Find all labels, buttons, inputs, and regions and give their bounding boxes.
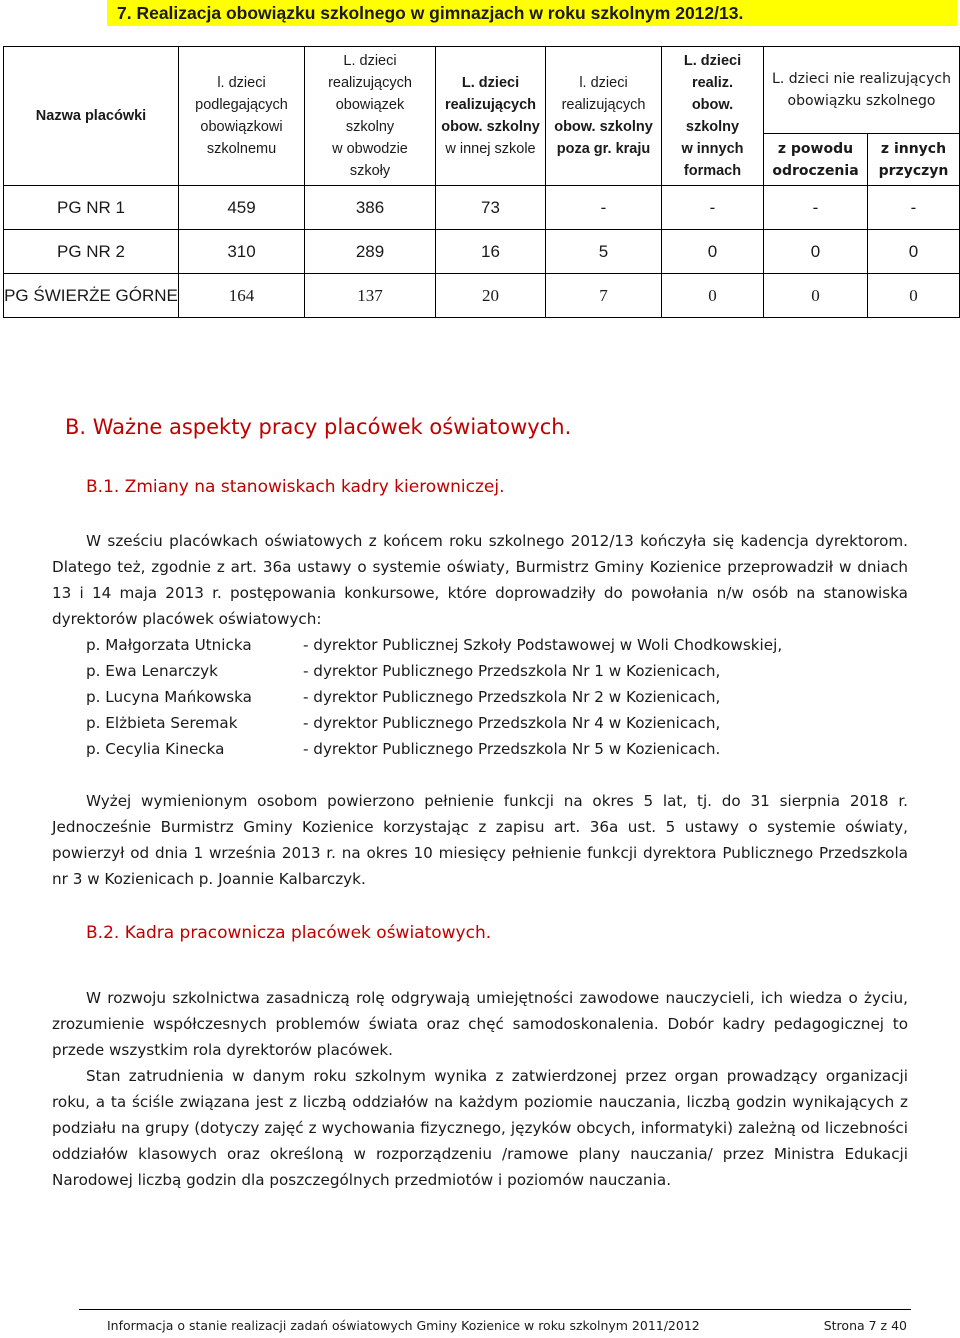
header-placowka: Nazwa placówki bbox=[4, 47, 179, 186]
table-cell: 0 bbox=[868, 274, 960, 318]
header-odroczenie: z powodu odroczenia bbox=[764, 134, 868, 186]
table-cell: - bbox=[764, 186, 868, 230]
table-cell: 0 bbox=[662, 274, 764, 318]
director-role: - dyrektor Publicznego Przedszkola Nr 5 w Kozienicach. bbox=[303, 740, 721, 758]
table-row bbox=[4, 186, 960, 230]
section-b-heading: B. Ważne aspekty pracy placówek oświatowych. bbox=[65, 415, 572, 439]
paragraph-appointment: Wyżej wymienionym osobom powierzono pełnienie funkcji na okres 5 lat, tj. do 31 sierpnia 2018 r. Jednocześnie Burmistrz Gminy Kozienice korzystając z zapisu art. 36a ust. 5 ustawy o systemie oświaty, powierzył od dnia 1 września 2013 r. na okres 10 miesięcy pełnienie funkcji dyrektora Publicznego Przedszkola nr 3 w Kozienicach p. Joannie Kalbarczyk. bbox=[52, 792, 908, 888]
list-item bbox=[86, 684, 946, 710]
table-row bbox=[4, 230, 960, 274]
director-name: p. Cecylia Kinecka bbox=[86, 740, 225, 758]
table-cell: 5 bbox=[546, 230, 662, 274]
table-cell: 289 bbox=[305, 230, 436, 274]
director-role: - dyrektor Publicznego Przedszkola Nr 4 w Kozienicach, bbox=[303, 714, 721, 732]
director-name: p. Małgorzata Utnicka bbox=[86, 636, 252, 654]
table-cell: 164 bbox=[179, 274, 305, 318]
school-name: PG NR 1 bbox=[4, 186, 179, 230]
table-cell: 310 bbox=[179, 230, 305, 274]
compulsory-schooling-table bbox=[3, 46, 960, 318]
table-cell: 0 bbox=[662, 230, 764, 274]
director-name: p. Lucyna Mańkowska bbox=[86, 688, 252, 706]
director-role: - dyrektor Publicznego Przedszkola Nr 1 w Kozienicach, bbox=[303, 662, 721, 680]
table-cell: 137 bbox=[305, 274, 436, 318]
paragraph-employment: Stan zatrudnienia w danym roku szkolnym wynika z zatwierdzonej przez organ prowadzący organizacji roku, a ta ściśle związana jest z liczbą oddziałów na każdym poziomie nauczania, liczbą godzin wynikających z podziału na grupy (dotyczy zajęć z wychowania fizycznego, języków obcych, informatyki) zależną od liczebności oddziałów klasowych oraz określoną w rozporządzeniu /ramowe plany nauczania/ przez Ministra Edukacji Narodowej liczbą godzin dla poszczególnych przedmiotów i poziomów nauczania. bbox=[52, 1067, 908, 1189]
list-item bbox=[86, 736, 946, 762]
list-item bbox=[86, 658, 946, 684]
header-inne-formy: L. dzieci realiz. obow. szkolny w innych formach bbox=[662, 47, 764, 186]
table-cell: 386 bbox=[305, 186, 436, 230]
table-cell: 16 bbox=[436, 230, 546, 274]
page-number: Strona 7 z 40 bbox=[823, 1318, 907, 1333]
table-row bbox=[4, 274, 960, 318]
table-cell: 0 bbox=[764, 230, 868, 274]
table-cell: 0 bbox=[868, 230, 960, 274]
header-inne-przyczyny: z innych przyczyn bbox=[868, 134, 960, 186]
table-cell: - bbox=[546, 186, 662, 230]
page-footer bbox=[107, 1314, 907, 1338]
header-w-obwodzie: L. dzieci realizujących obowiązek szkolny w obwodzie szkoły bbox=[305, 47, 436, 186]
header-w-innej-szkole: L. dzieci realizujących obow. szkolny w innej szkole bbox=[436, 47, 546, 186]
table-cell: 20 bbox=[436, 274, 546, 318]
header-podlegajacych: l. dzieci podlegających obowiązkowi szkolnemu bbox=[179, 47, 305, 186]
school-name: PG ŚWIERŻE GÓRNE bbox=[4, 274, 179, 318]
school-name: PG NR 2 bbox=[4, 230, 179, 274]
director-role: - dyrektor Publicznej Szkoły Podstawowej w Woli Chodkowskiej, bbox=[303, 636, 783, 654]
table-cell: 0 bbox=[764, 274, 868, 318]
table-cell: 459 bbox=[179, 186, 305, 230]
footer-title: Informacja o stanie realizacji zadań oświatowych Gminy Kozienice w roku szkolnym 2011/2012 bbox=[107, 1318, 700, 1333]
table-cell: 7 bbox=[546, 274, 662, 318]
director-role: - dyrektor Publicznego Przedszkola Nr 2 w Kozienicach, bbox=[303, 688, 721, 706]
section-heading: 7. Realizacja obowiązku szkolnego w gimnazjach w roku szkolnym 2012/13. bbox=[107, 0, 957, 26]
list-item bbox=[86, 632, 946, 658]
header-nierealizujacych: L. dzieci nie realizujących obowiązku szkolnego bbox=[764, 47, 960, 134]
header-poza-krajem: l. dzieci realizujących obow. szkolny poza gr. kraju bbox=[546, 47, 662, 186]
section-b2-heading: B.2. Kadra pracownicza placówek oświatowych. bbox=[86, 923, 492, 943]
list-item bbox=[86, 710, 946, 736]
paragraph-competition: W sześciu placówkach oświatowych z końcem roku szkolnego 2012/13 kończyła się kadencja dyrektorom. Dlatego też, zgodnie z art. 36a ustawy o systemie oświaty, Burmistrz Gminy Kozienice przeprowadził w dniach 13 i 14 maja 2013 r. postępowania konkursowe, które doprowadziły do powołania n/w osób na stanowiska dyrektorów placówek oświatowych: bbox=[52, 532, 908, 628]
table-cell: 73 bbox=[436, 186, 546, 230]
directors-list bbox=[86, 632, 946, 762]
table-cell: - bbox=[868, 186, 960, 230]
director-name: p. Ewa Lenarczyk bbox=[86, 662, 218, 680]
paragraph-staff-role: W rozwoju szkolnictwa zasadniczą rolę odgrywają umiejętności zawodowe nauczycieli, ich wiedza o życiu, zrozumienie współczesnych problemów świata oraz chęć samodoskonalenia. Dobór kadry pedagogicznej to przede wszystkim rola dyrektorów placówek. bbox=[52, 989, 908, 1059]
footer-divider bbox=[79, 1309, 911, 1310]
table-cell: - bbox=[662, 186, 764, 230]
section-b1-heading: B.1. Zmiany na stanowiskach kadry kierowniczej. bbox=[86, 477, 505, 497]
director-name: p. Elżbieta Seremak bbox=[86, 714, 238, 732]
